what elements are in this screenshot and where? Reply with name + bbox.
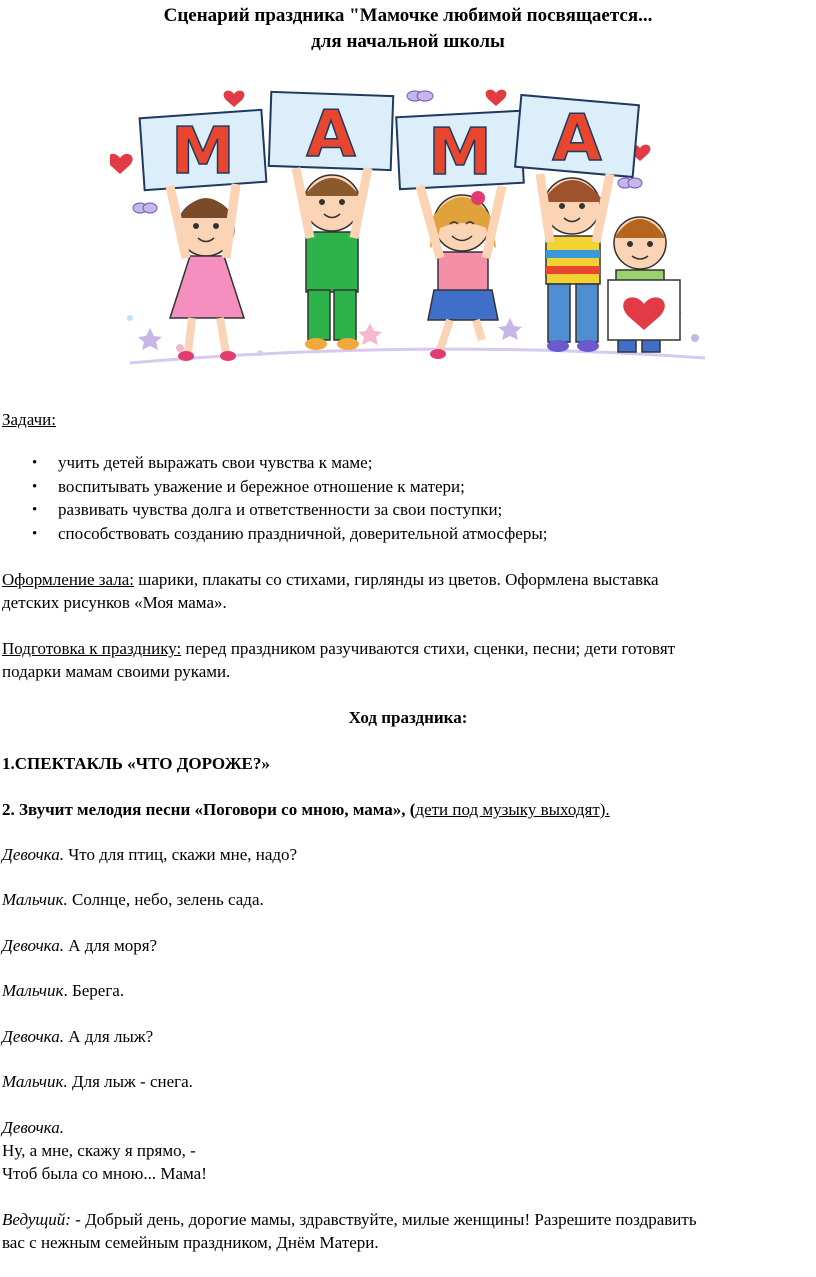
speech: Что для птиц, скажи мне, надо? (63, 845, 298, 864)
speech: Для лыж - снега. (67, 1072, 193, 1091)
final-verse-line-1: Ну, а мне, скажу я прямо, - (2, 1141, 196, 1160)
section-2-bold: 2. Звучит мелодия песни «Поговори со мною, мама», ( (2, 800, 416, 819)
doc-title-line-1: Сценарий праздника "Мамочке любимой посвящается... (163, 5, 653, 26)
decoration-label: Оформление зала: (2, 570, 134, 589)
dialogue-line (2, 889, 264, 911)
kids-holding-mama-signs-illustration (110, 78, 710, 383)
sign-letter-2: А (306, 98, 356, 172)
host-text: - Добрый день, дорогие мамы, здравствуйте, милые женщины! Разрешите поздравить (70, 1210, 697, 1229)
section-1-heading: 1.СПЕКТАКЛЬ «ЧТО ДОРОЖЕ?» (2, 754, 270, 773)
dialogue-line (2, 1071, 193, 1093)
dialogue-line (2, 935, 157, 957)
final-verse-speaker: Девочка. (2, 1118, 64, 1137)
section-2-stage-direction: дети под музыку выходят). (415, 800, 610, 819)
dialogue-line (2, 980, 124, 1002)
speaker-name: Мальчик. (2, 890, 68, 909)
speaker-name: Мальчик (2, 981, 64, 1000)
child-small-boy-heart-card (608, 217, 680, 352)
host-paragraph-line-2: вас с нежным семейным праздником, Днём Матери. (2, 1233, 379, 1252)
course-heading: Ход праздника: (348, 708, 468, 727)
speaker-name: Мальчик. (2, 1072, 68, 1091)
sign-letter-1: М (171, 115, 235, 189)
host-paragraph (2, 1209, 697, 1231)
final-verse-line-2: Чтоб была со мною... Мама! (2, 1164, 207, 1183)
list-item: • учить детей выражать свои чувства к маме; (0, 452, 547, 476)
dialogue-line (2, 844, 297, 866)
speech: А для моря? (63, 936, 158, 955)
speech: А для лыж? (63, 1027, 154, 1046)
list-item: • развивать чувства долга и ответственности за свои поступки; (0, 499, 547, 523)
decoration-paragraph-line-2: детских рисунков «Моя мама». (2, 593, 227, 612)
speech: . Берега. (63, 981, 125, 1000)
decoration-text: шарики, плакаты со стихами, гирлянды из цветов. Оформлена выставка (133, 570, 659, 589)
sign-letter-4: А (552, 102, 602, 176)
section-2-heading (2, 799, 610, 821)
tasks-list (0, 452, 547, 547)
speaker-name: Девочка. (2, 936, 64, 955)
tasks-heading: Задачи: (2, 410, 56, 429)
speaker-name: Девочка. (2, 845, 64, 864)
sign-letter-3: М (428, 116, 492, 190)
list-item: • способствовать созданию праздничной, доверительной атмосферы; (0, 523, 547, 547)
host-speaker: Ведущий: (2, 1210, 71, 1229)
doc-title-line-2: для начальной школы (311, 31, 505, 52)
speaker-name: Девочка. (2, 1027, 64, 1046)
list-item: • воспитывать уважение и бережное отношение к матери; (0, 476, 547, 500)
decoration-paragraph (2, 569, 659, 591)
dialogue-line (2, 1026, 153, 1048)
preparation-text: перед праздником разучиваются стихи, сценки, песни; дети готовят (181, 639, 676, 658)
speech: Солнце, небо, зелень сада. (67, 890, 264, 909)
preparation-paragraph-line-2: подарки мамам своими руками. (2, 662, 231, 681)
preparation-label: Подготовка к празднику: (2, 639, 182, 658)
preparation-paragraph (2, 638, 675, 660)
